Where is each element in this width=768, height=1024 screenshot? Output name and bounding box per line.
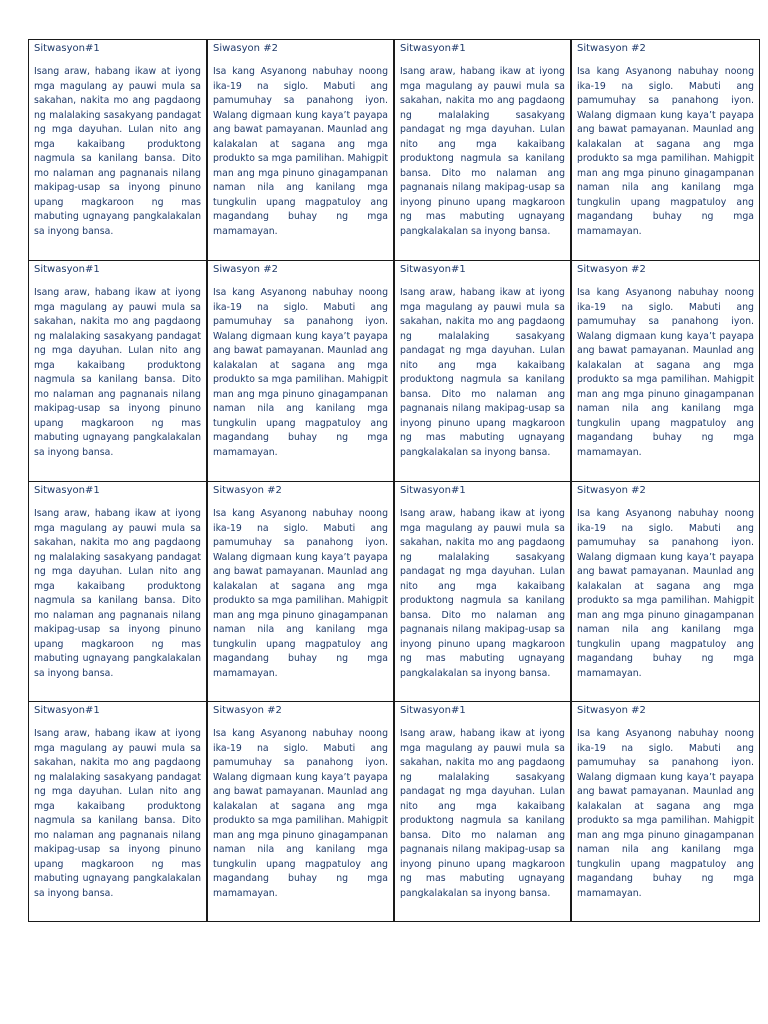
- card-title: Sitwasyon#1: [34, 485, 100, 496]
- scenario-card: [29, 261, 207, 482]
- scenario-card: [570, 261, 760, 482]
- card-body: Isa kang Asyanong nabuhay noong ika-19 na siglo. Mabuti ang pamumuhay sa panahong iyon. Walang digmaan kung kaya’t payapa ang bawat pamayanan. Maunlad ang kalakalan at sagana ang mga produkto sa mga pamilihan. Mahigpit man ang mga pinuno ginagampanan naman nila ang kanilang mga tungkulin upang magpatuloy ang magandang buhay ng mga mamamayan.: [213, 66, 388, 237]
- card-body: Isang araw, habang ikaw at iyong mga magulang ay pauwi mula sa sakahan, nakita mo ang pagdaong ng malalaking sasakyang pandagat ng mga dayuhan. Lulan nito ang mga kakaibang produktong nagmula sa kanilang bansa. Dito mo nalaman ang pagnanais nilang makipag-usap sa inyong pinuno upang magkaroon ng mas mabuting ugnayang pangkalakalan sa inyong bansa.: [34, 66, 201, 237]
- card-body: Isang araw, habang ikaw at iyong mga magulang ay pauwi mula sa sakahan, nakita mo ang pagdaong ng malalaking sasakyang pandagat ng mga dayuhan. Lulan nito ang mga kakaibang produktong nagmula sa kanilang bansa. Dito mo nalaman ang pagnanais nilang makipag-usap sa inyong pinuno upang magkaroon ng mas mabuting ugnayang pangkalakalan sa inyong bansa.: [34, 728, 201, 899]
- scenario-card: [29, 40, 207, 261]
- scenario-card-grid: [28, 39, 760, 922]
- card-body: Isa kang Asyanong nabuhay noong ika-19 na siglo. Mabuti ang pamumuhay sa panahong iyon. Walang digmaan kung kaya’t payapa ang bawat pamayanan. Maunlad ang kalakalan at sagana ang mga produkto sa mga pamilihan. Mahigpit man ang mga pinuno ginagampanan naman nila ang kanilang mga tungkulin upang magpatuloy ang magandang buhay ng mga mamamayan.: [577, 66, 754, 237]
- card-body: Isa kang Asyanong nabuhay noong ika-19 na siglo. Mabuti ang pamumuhay sa panahong iyon. Walang digmaan kung kaya’t payapa ang bawat pamayanan. Maunlad ang kalakalan at sagana ang mga produkto sa mga pamilihan. Mahigpit man ang mga pinuno ginagampanan naman nila ang kanilang mga tungkulin upang magpatuloy ang magandang buhay ng mga mamamayan.: [577, 728, 754, 899]
- card-title: Sitwasyon #2: [577, 264, 646, 275]
- card-body: Isang araw, habang ikaw at iyong mga magulang ay pauwi mula sa sakahan, nakita mo ang pagdaong ng malalaking sasakyang pandagat ng mga dayuhan. Lulan nito ang mga kakaibang produktong nagmula sa kanilang bansa. Dito mo nalaman ang pagnanais nilang makipag-usap sa inyong pinuno upang magkaroon ng mas mabuting ugnayang pangkalakalan sa inyong bansa.: [400, 287, 565, 458]
- scenario-card: [206, 702, 394, 922]
- scenario-card: [206, 261, 394, 482]
- card-body: Isa kang Asyanong nabuhay noong ika-19 na siglo. Mabuti ang pamumuhay sa panahong iyon. Walang digmaan kung kaya’t payapa ang bawat pamayanan. Maunlad ang kalakalan at sagana ang mga produkto sa mga pamilihan. Mahigpit man ang mga pinuno ginagampanan naman nila ang kanilang mga tungkulin upang magpatuloy ang magandang buhay ng mga mamamayan.: [213, 728, 388, 899]
- scenario-card: [393, 482, 571, 702]
- scenario-card: [570, 40, 760, 261]
- card-title: Sitwasyon#1: [400, 485, 466, 496]
- card-title: Sitwasyon#1: [400, 264, 466, 275]
- card-title: Sitwasyon #2: [213, 485, 282, 496]
- scenario-card: [29, 482, 207, 702]
- scenario-card: [29, 702, 207, 922]
- card-body: Isang araw, habang ikaw at iyong mga magulang ay pauwi mula sa sakahan, nakita mo ang pagdaong ng malalaking sasakyang pandagat ng mga dayuhan. Lulan nito ang mga kakaibang produktong nagmula sa kanilang bansa. Dito mo nalaman ang pagnanais nilang makipag-usap sa inyong pinuno upang magkaroon ng mas mabuting ugnayang pangkalakalan sa inyong bansa.: [400, 508, 565, 679]
- scenario-card: [393, 261, 571, 482]
- card-title: Siwasyon #2: [213, 264, 278, 275]
- card-title: Sitwasyon #2: [577, 43, 646, 54]
- scenario-card: [393, 702, 571, 922]
- card-title: Sitwasyon #2: [577, 485, 646, 496]
- card-body: Isa kang Asyanong nabuhay noong ika-19 na siglo. Mabuti ang pamumuhay sa panahong iyon. Walang digmaan kung kaya’t payapa ang bawat pamayanan. Maunlad ang kalakalan at sagana ang mga produkto sa mga pamilihan. Mahigpit man ang mga pinuno ginagampanan naman nila ang kanilang mga tungkulin upang magpatuloy ang magandang buhay ng mga mamamayan.: [213, 287, 388, 458]
- card-body: Isa kang Asyanong nabuhay noong ika-19 na siglo. Mabuti ang pamumuhay sa panahong iyon. Walang digmaan kung kaya’t payapa ang bawat pamayanan. Maunlad ang kalakalan at sagana ang mga produkto sa mga pamilihan. Mahigpit man ang mga pinuno ginagampanan naman nila ang kanilang mga tungkulin upang magpatuloy ang magandang buhay ng mga mamamayan.: [577, 508, 754, 679]
- card-title: Sitwasyon #2: [213, 705, 282, 716]
- card-body: Isa kang Asyanong nabuhay noong ika-19 na siglo. Mabuti ang pamumuhay sa panahong iyon. Walang digmaan kung kaya’t payapa ang bawat pamayanan. Maunlad ang kalakalan at sagana ang mga produkto sa mga pamilihan. Mahigpit man ang mga pinuno ginagampanan naman nila ang kanilang mga tungkulin upang magpatuloy ang magandang buhay ng mga mamamayan.: [577, 287, 754, 458]
- card-title: Sitwasyon#1: [400, 705, 466, 716]
- card-title: Sitwasyon #2: [577, 705, 646, 716]
- scenario-card: [570, 702, 760, 922]
- card-body: Isang araw, habang ikaw at iyong mga magulang ay pauwi mula sa sakahan, nakita mo ang pagdaong ng malalaking sasakyang pandagat ng mga dayuhan. Lulan nito ang mga kakaibang produktong nagmula sa kanilang bansa. Dito mo nalaman ang pagnanais nilang makipag-usap sa inyong pinuno upang magkaroon ng mas mabuting ugnayang pangkalakalan sa inyong bansa.: [400, 728, 565, 899]
- card-title: Sitwasyon#1: [34, 705, 100, 716]
- card-body: Isang araw, habang ikaw at iyong mga magulang ay pauwi mula sa sakahan, nakita mo ang pagdaong ng malalaking sasakyang pandagat ng mga dayuhan. Lulan nito ang mga kakaibang produktong nagmula sa kanilang bansa. Dito mo nalaman ang pagnanais nilang makipag-usap sa inyong pinuno upang magkaroon ng mas mabuting ugnayang pangkalakalan sa inyong bansa.: [34, 287, 201, 458]
- card-title: Sitwasyon#1: [34, 43, 100, 54]
- card-body: Isang araw, habang ikaw at iyong mga magulang ay pauwi mula sa sakahan, nakita mo ang pagdaong ng malalaking sasakyang pandagat ng mga dayuhan. Lulan nito ang mga kakaibang produktong nagmula sa kanilang bansa. Dito mo nalaman ang pagnanais nilang makipag-usap sa inyong pinuno upang magkaroon ng mas mabuting ugnayang pangkalakalan sa inyong bansa.: [34, 508, 201, 679]
- scenario-card: [393, 40, 571, 261]
- card-title: Sitwasyon#1: [400, 43, 466, 54]
- scenario-card: [206, 482, 394, 702]
- scenario-card: [570, 482, 760, 702]
- card-body: Isa kang Asyanong nabuhay noong ika-19 na siglo. Mabuti ang pamumuhay sa panahong iyon. Walang digmaan kung kaya’t payapa ang bawat pamayanan. Maunlad ang kalakalan at sagana ang mga produkto sa mga pamilihan. Mahigpit man ang mga pinuno ginagampanan naman nila ang kanilang mga tungkulin upang magpatuloy ang magandang buhay ng mga mamamayan.: [213, 508, 388, 679]
- card-title: Siwasyon #2: [213, 43, 278, 54]
- card-body: Isang araw, habang ikaw at iyong mga magulang ay pauwi mula sa sakahan, nakita mo ang pagdaong ng malalaking sasakyang pandagat ng mga dayuhan. Lulan nito ang mga kakaibang produktong nagmula sa kanilang bansa. Dito mo nalaman ang pagnanais nilang makipag-usap sa inyong pinuno upang magkaroon ng mas mabuting ugnayang pangkalakalan sa inyong bansa.: [400, 66, 565, 237]
- scenario-card: [206, 40, 394, 261]
- card-title: Sitwasyon#1: [34, 264, 100, 275]
